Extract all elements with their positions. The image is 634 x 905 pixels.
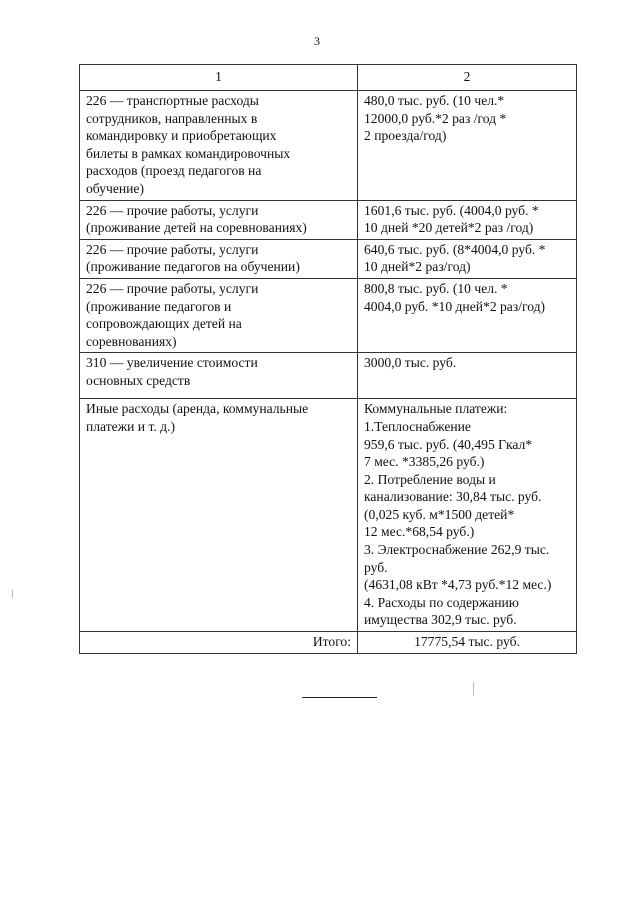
cell-text: 640,6 тыс. руб. (8*4004,0 руб. * [364, 241, 546, 257]
cell-text: 4004,0 руб. *10 дней*2 раз/год) [364, 298, 546, 314]
expense-item-cell [80, 278, 358, 352]
cell-text: 1601,6 тыс. руб. (4004,0 руб. * [364, 202, 539, 218]
expense-amount-cell [358, 353, 577, 399]
cell-text: соревнованиях) [86, 333, 177, 349]
cell-text: имущества 302,9 тыс. руб. [364, 612, 517, 628]
cell-text: командировку и приобретающих [86, 128, 277, 144]
separator-line [302, 697, 377, 698]
cell-text: 480,0 тыс. руб. (10 чел.* [364, 93, 505, 108]
scan-artifact [473, 682, 474, 696]
table-row [80, 200, 577, 239]
cell-text: расходов (проезд педагогов на [86, 163, 262, 179]
cell-text: канализование: 30,84 тыс. руб. [364, 489, 542, 505]
expense-item-cell [80, 399, 358, 632]
expense-amount-cell [358, 278, 577, 352]
cell-text: (проживание детей на соревнованиях) [86, 220, 307, 236]
cell-text: сопровождающих детей на [86, 316, 242, 332]
cell-text: билеты в рамках командировочных [86, 145, 291, 161]
cell-text: 10 дней *20 детей*2 раз /год) [364, 220, 534, 236]
expense-amount-cell [358, 239, 577, 278]
cell-text: основных средств [86, 372, 191, 388]
table-row [80, 278, 577, 352]
cell-text: платежи и т. д.) [86, 418, 176, 434]
cell-text: 226 — прочие работы, услуги [86, 202, 259, 218]
cell-text: (0,025 куб. м*1500 детей* [364, 506, 515, 522]
cell-text: обучение) [86, 180, 144, 196]
expense-item-cell [80, 353, 358, 399]
page-number: 3 [314, 34, 320, 48]
expense-item-cell [80, 239, 358, 278]
cell-text: Иные расходы (аренда, коммунальные [86, 401, 309, 417]
expense-amount-cell [358, 91, 577, 201]
expense-item-cell [80, 200, 358, 239]
table-header-row [80, 65, 577, 91]
expense-table [79, 64, 577, 654]
cell-text: сотрудников, направленных в [86, 110, 258, 126]
expense-amount-cell [358, 200, 577, 239]
cell-text: 226 — прочие работы, услуги [86, 241, 259, 257]
cell-text: 959,6 тыс. руб. (40,495 Гкал* [364, 436, 533, 452]
cell-text: 3000,0 тыс. руб. [364, 355, 457, 371]
cell-text: 3. Электроснабжение 262,9 тыс. [364, 542, 550, 558]
column-header-2: 2 [358, 65, 577, 91]
column-header-1: 1 [80, 65, 358, 91]
expense-item-cell [80, 91, 358, 201]
cell-text: 2. Потребление воды и [364, 471, 496, 487]
cell-text: Коммунальные платежи: [364, 401, 508, 417]
table-row [80, 91, 577, 201]
cell-text: 7 мес. *3385,26 руб.) [364, 454, 485, 470]
table-row [80, 353, 577, 399]
table-row [80, 239, 577, 278]
cell-text: 226 — транспортные расходы [86, 93, 259, 108]
cell-text: (4631,08 кВт *4,73 руб.*12 мес.) [364, 577, 552, 593]
cell-text: 4. Расходы по содержанию [364, 594, 519, 610]
total-label: Итого: [80, 632, 358, 654]
cell-text: 12000,0 руб.*2 раз /год * [364, 110, 507, 126]
cell-text: 310 — увеличение стоимости [86, 355, 258, 371]
cell-text: (проживание педагогов и [86, 298, 232, 314]
cell-text: 10 дней*2 раз/год) [364, 259, 471, 275]
cell-text: (проживание педагогов на обучении) [86, 259, 300, 275]
cell-text: 12 мес.*68,54 руб.) [364, 524, 475, 540]
cell-text: 1.Теплоснабжение [364, 418, 471, 434]
expense-amount-cell [358, 399, 577, 632]
cell-text: 2 проезда/год) [364, 128, 447, 144]
total-row [80, 632, 577, 654]
table-row [80, 399, 577, 632]
cell-text: руб. [364, 559, 388, 575]
scan-artifact [12, 590, 13, 598]
total-value: 17775,54 тыс. руб. [358, 632, 577, 654]
cell-text: 800,8 тыс. руб. (10 чел. * [364, 280, 508, 296]
cell-text: 226 — прочие работы, услуги [86, 280, 259, 296]
